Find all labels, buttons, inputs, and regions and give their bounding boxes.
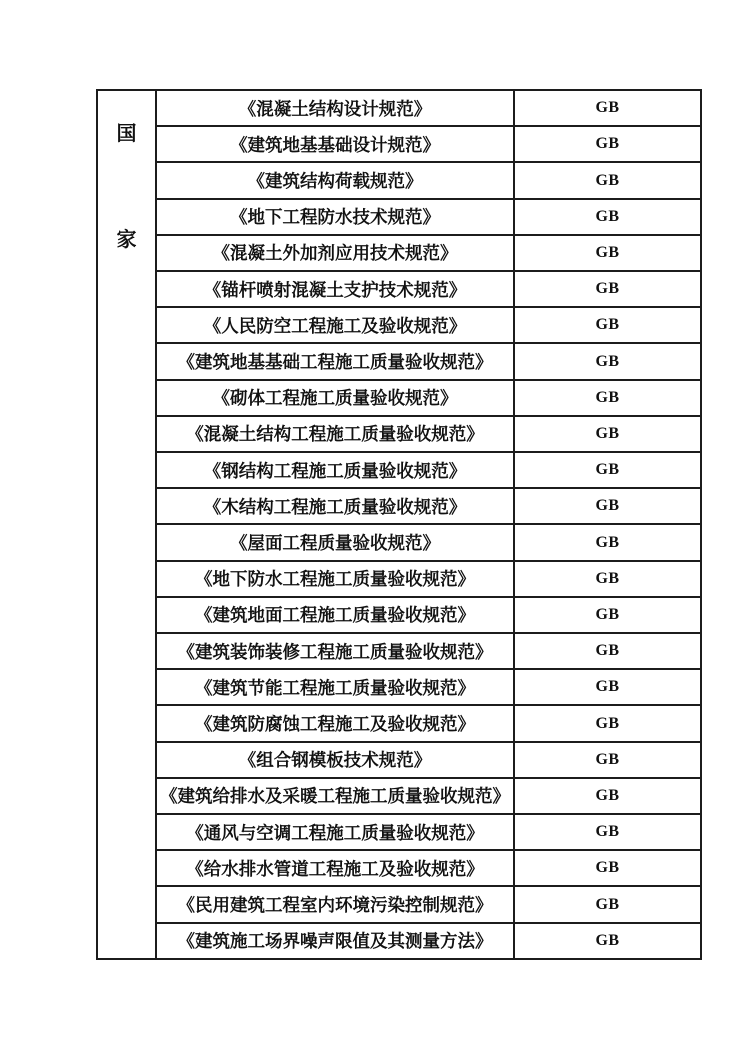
table-row — [157, 560, 700, 596]
table-row — [157, 596, 700, 632]
standard-code: GB — [595, 497, 620, 515]
standard-name: 《给水排水管道工程施工及验收规范》 — [157, 851, 515, 885]
standard-code: GB — [595, 207, 620, 225]
table-row — [157, 415, 700, 451]
table-row — [157, 306, 700, 342]
standard-code: GB — [595, 931, 620, 949]
table-row — [157, 270, 700, 306]
standard-code: GB — [595, 135, 620, 153]
standard-name: 《地下防水工程施工质量验收规范》 — [157, 562, 515, 596]
table-row — [157, 198, 700, 234]
standard-name: 《砌体工程施工质量验收规范》 — [157, 381, 515, 415]
table-row — [157, 379, 700, 415]
standard-name: 《木结构工程施工质量验收规范》 — [157, 489, 515, 523]
standard-code: GB — [595, 786, 620, 804]
standard-code: GB — [595, 388, 620, 406]
standard-code: GB — [595, 424, 620, 442]
standard-code: GB — [595, 750, 620, 768]
standard-code: GB — [595, 605, 620, 623]
standard-code: GB — [595, 714, 620, 732]
standard-name: 《混凝土结构工程施工质量验收规范》 — [157, 417, 515, 451]
standard-code: GB — [595, 823, 620, 841]
standards-table — [96, 89, 702, 960]
standard-name: 《建筑结构荷载规范》 — [157, 163, 515, 197]
standard-name: 《建筑地基基础工程施工质量验收规范》 — [157, 344, 515, 378]
table-row — [157, 704, 700, 740]
table-row — [157, 523, 700, 559]
standard-name: 《建筑装饰装修工程施工质量验收规范》 — [157, 634, 515, 668]
table-row — [157, 342, 700, 378]
standard-name: 《建筑防腐蚀工程施工及验收规范》 — [157, 706, 515, 740]
standard-code: GB — [595, 316, 620, 334]
standard-code: GB — [595, 280, 620, 298]
standard-code: GB — [595, 569, 620, 587]
table-row — [157, 234, 700, 270]
table-row — [157, 741, 700, 777]
standard-name: 《人民防空工程施工及验收规范》 — [157, 308, 515, 342]
table-row — [157, 161, 700, 197]
standard-code: GB — [595, 243, 620, 261]
standard-name: 《地下工程防水技术规范》 — [157, 200, 515, 234]
table-row — [157, 487, 700, 523]
standard-code: GB — [595, 895, 620, 913]
standard-name: 《建筑地面工程施工质量验收规范》 — [157, 598, 515, 632]
standard-code: GB — [595, 533, 620, 551]
table-row — [157, 813, 700, 849]
standard-code: GB — [595, 99, 620, 117]
table-row — [157, 668, 700, 704]
table-row — [157, 451, 700, 487]
category-cell — [98, 91, 157, 958]
standard-name: 《组合钢模板技术规范》 — [157, 743, 515, 777]
standard-code: GB — [595, 678, 620, 696]
standard-code: GB — [595, 642, 620, 660]
table-row — [157, 922, 700, 958]
standard-name: 《民用建筑工程室内环境污染控制规范》 — [157, 887, 515, 921]
standard-name: 《建筑给排水及采暖工程施工质量验收规范》 — [157, 779, 515, 813]
standard-name: 《建筑节能工程施工质量验收规范》 — [157, 670, 515, 704]
category-char-guo: 国 — [116, 123, 137, 145]
standard-name: 《屋面工程质量验收规范》 — [157, 525, 515, 559]
standard-code: GB — [595, 352, 620, 370]
table-rows — [157, 91, 700, 958]
standard-name: 《建筑施工场界噪声限值及其测量方法》 — [157, 924, 515, 958]
table-row — [157, 885, 700, 921]
table-row — [157, 91, 700, 125]
standard-name: 《混凝土外加剂应用技术规范》 — [157, 236, 515, 270]
table-row — [157, 777, 700, 813]
standard-code: GB — [595, 461, 620, 479]
standard-name: 《锚杆喷射混凝土支护技术规范》 — [157, 272, 515, 306]
standard-code: GB — [595, 171, 620, 189]
table-row — [157, 125, 700, 161]
table-row — [157, 632, 700, 668]
standard-name: 《建筑地基基础设计规范》 — [157, 127, 515, 161]
category-char-jia: 家 — [116, 229, 137, 251]
standard-name: 《钢结构工程施工质量验收规范》 — [157, 453, 515, 487]
standard-code: GB — [595, 859, 620, 877]
table-row — [157, 849, 700, 885]
standard-name: 《混凝土结构设计规范》 — [157, 91, 515, 125]
standard-name: 《通风与空调工程施工质量验收规范》 — [157, 815, 515, 849]
